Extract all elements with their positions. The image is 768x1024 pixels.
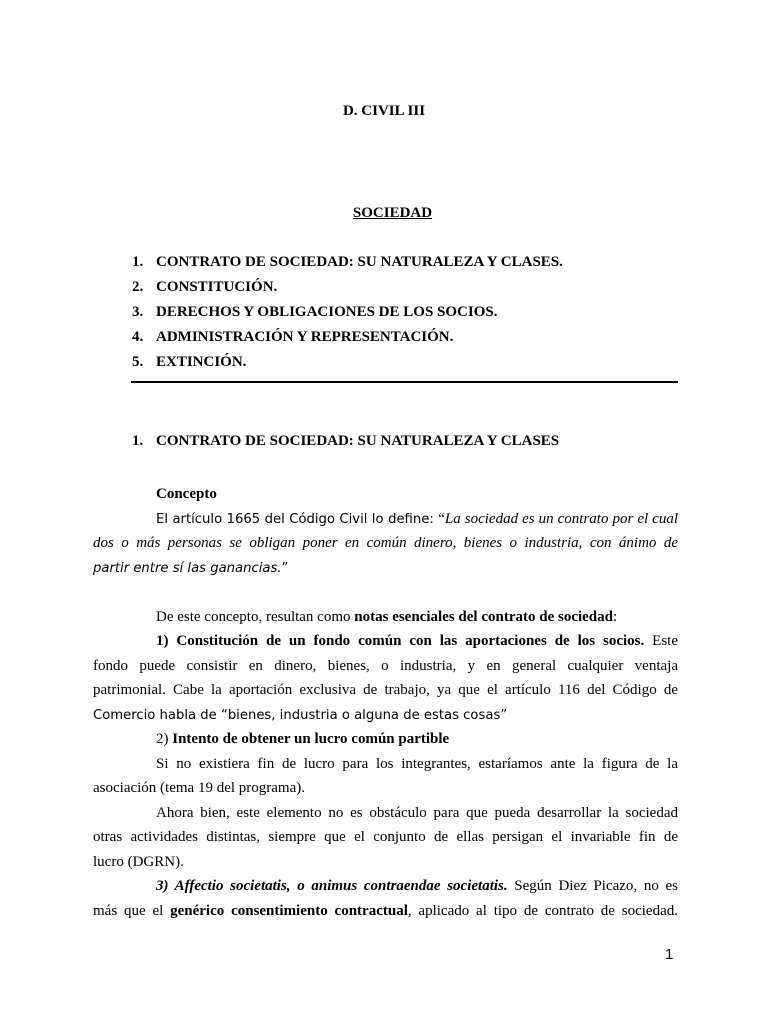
toc-item-text: DERECHOS Y OBLIGACIONES DE LOS SOCIOS. [156, 304, 498, 320]
item1-line-1 [93, 629, 678, 654]
notas-intro-bold: notas esenciales del contrato de sociedad [354, 608, 613, 625]
toc-item-number: 3. [132, 304, 144, 320]
item1-title: 1) Constitución de un fondo común con las aportaciones de los socios. [156, 633, 645, 649]
definition-quote-1: La sociedad es un contrato por el cual [444, 510, 678, 527]
concepto-label: Concepto [156, 486, 217, 502]
page-number: 1 [665, 946, 674, 963]
item3-text: Según Diez Picazo, no es [507, 878, 679, 894]
section-heading [132, 433, 559, 450]
toc-item [132, 352, 563, 377]
item2-text-5: lucro (DGRN). [93, 853, 184, 870]
toc-item-number: 5. [132, 354, 144, 370]
toc-item-number: 1. [132, 254, 144, 270]
item1-line-2 [93, 654, 678, 679]
item2-title: Intento de obtener un lucro común partible [172, 731, 450, 747]
body-text [93, 482, 678, 923]
item3-line-2 [93, 899, 678, 924]
document-title: D. CIVIL III [342, 103, 426, 119]
notas-intro-line [93, 605, 678, 630]
open-quote: “ [438, 510, 445, 527]
item1-text-2: fondo puede consistir en dinero, bienes, o industria, y en general cualquier ventaja [93, 657, 678, 674]
concepto-line-3 [93, 556, 678, 581]
toc-item-text: CONSTITUCIÓN. [156, 279, 278, 295]
item1-text-4c: ” [500, 707, 508, 723]
item1-text-4a: Comercio habla de “ [93, 707, 228, 723]
item3-bold: genérico consentimiento contractual [170, 902, 408, 919]
item2-text-3: Ahora bien, este elemento no es obstáculo para que pueda desarrollar la sociedad [156, 804, 678, 821]
item2-text-1: Si no existiera fin de lucro para los integrantes, estaríamos ante la figura de la [156, 755, 678, 772]
horizontal-divider [131, 381, 678, 383]
item2-p1-line-2 [93, 776, 678, 801]
toc-item-text: EXTINCIÓN. [156, 354, 247, 370]
definition-quote-3: partir entre sí las ganancias. [93, 560, 282, 576]
notas-intro-end: : [613, 608, 618, 625]
toc-item-number: 2. [132, 279, 144, 295]
toc-item-text: ADMINISTRACIÓN Y REPRESENTACIÓN. [156, 329, 454, 345]
toc-item-number: 4. [132, 329, 144, 345]
close-quote: ” [281, 560, 289, 576]
item2-text-2: asociación (tema 19 del programa). [93, 780, 305, 796]
table-of-contents [132, 252, 563, 377]
item2-text-4: otras actividades distintas, siempre que el conjunto de ellas persigan el invariable fin de [93, 829, 678, 845]
concepto-line-1 [93, 507, 678, 532]
item2-p2-line-2 [93, 825, 678, 850]
item1-quote: bienes, industria o alguna de estas cosas [227, 707, 501, 723]
toc-item [132, 252, 563, 277]
item1-line-3 [93, 678, 678, 703]
toc-item [132, 277, 563, 302]
item2-p1-line-1 [93, 752, 678, 777]
subheading-concepto [93, 482, 678, 507]
item2-p2-line-3 [93, 850, 678, 875]
item3-line-1 [93, 874, 678, 899]
item3-text-2a: más que el [93, 902, 171, 919]
concepto-line-2 [93, 531, 678, 556]
item1-text-3: patrimonial. Cabe la aportación exclusiva de trabajo, ya que el artículo 116 del Código de [93, 682, 678, 698]
item3-title: 3) Affectio societatis, o animus contraendae societatis. [156, 878, 508, 894]
item2-p2-line-1 [93, 801, 678, 826]
item1-text: Este [644, 633, 678, 649]
item1-line-4 [93, 703, 678, 728]
toc-item [132, 327, 563, 352]
item2-line-1 [93, 727, 678, 752]
heading-number: 1. [132, 433, 144, 449]
item2-prefix: 2) [156, 731, 173, 747]
notas-intro: De este concepto, resultan como [156, 608, 355, 625]
concepto-intro: El artículo 1665 del Código Civil lo define: [156, 511, 439, 527]
section-title: SOCIEDAD [352, 205, 433, 221]
heading-text: CONTRATO DE SOCIEDAD: SU NATURALEZA Y CLASES [156, 433, 560, 449]
toc-item [132, 302, 563, 327]
item3-text-2b: , aplicado al tipo de contrato de sociedad. [407, 902, 678, 919]
definition-quote-2: dos o más personas se obligan poner en común dinero, bienes o industria, con ánimo de [93, 535, 678, 551]
toc-item-text: CONTRATO DE SOCIEDAD: SU NATURALEZA Y CLASES. [156, 254, 563, 270]
